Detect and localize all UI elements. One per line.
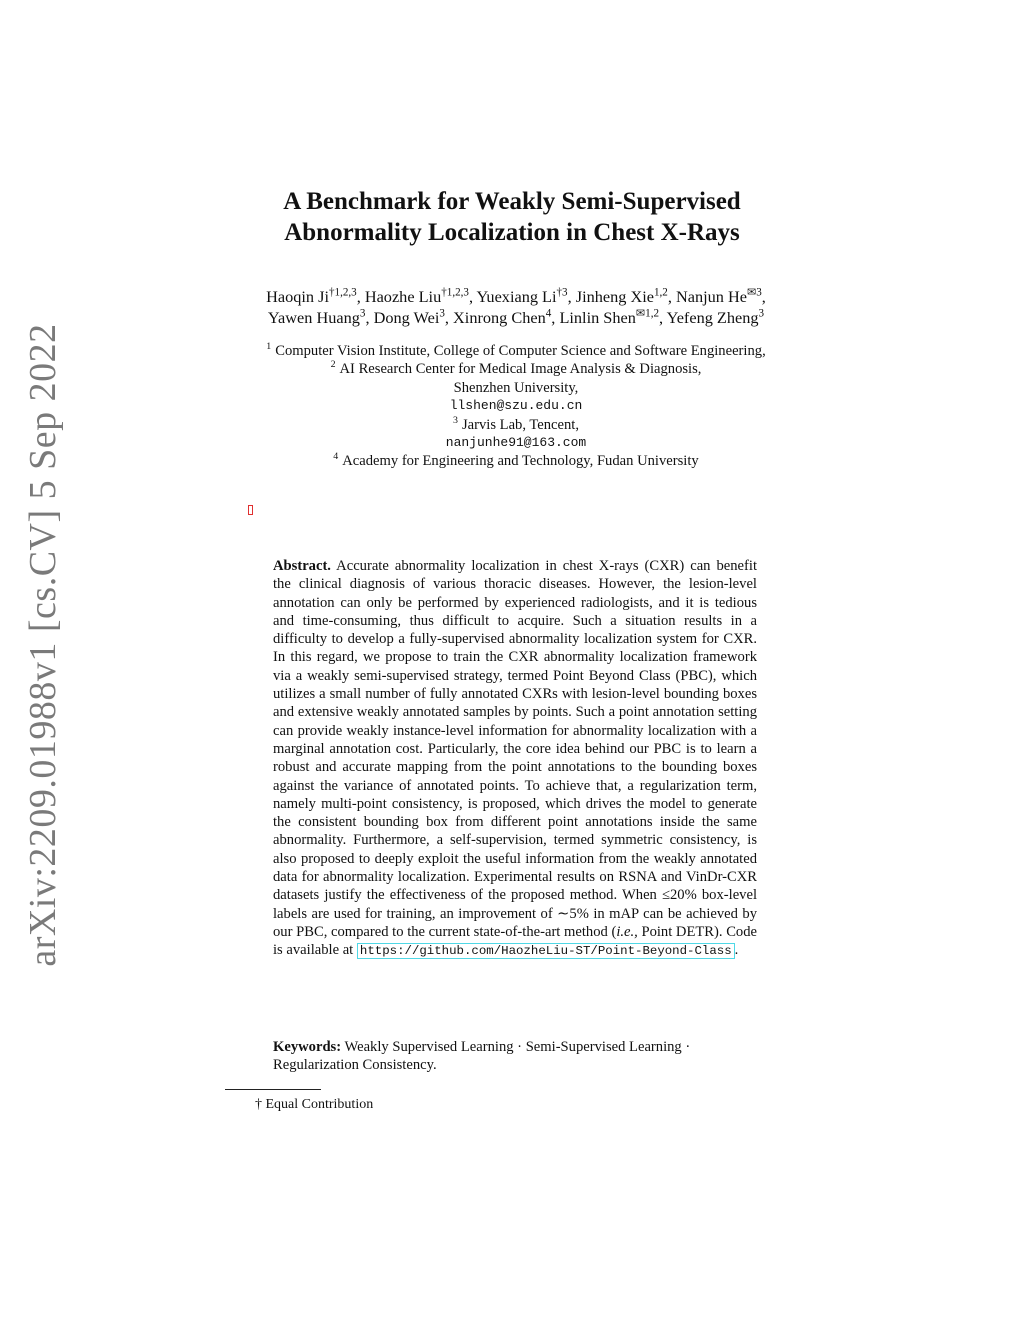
paper-title [0, 186, 1024, 248]
author-name: Haoqin Ji [266, 287, 329, 306]
affiliation-4 [0, 452, 1024, 470]
author-name: Xinrong Chen [453, 308, 546, 327]
affiliation-text: Jarvis Lab, Tencent, [461, 416, 579, 433]
affiliation-3 [0, 416, 1024, 434]
affiliations [0, 342, 1024, 471]
author-line-2: Yawen Huang$^3$, Dong Wei$^3$, Xinrong Chen$^4$, Linlin Shen$^{✉1,2}$, Yefeng Zheng$^3$ [267, 307, 765, 327]
author-affil-sup: ✉3 [746, 286, 762, 299]
author-name: Yawen Huang [267, 308, 360, 327]
footnote: † Equal Contribution [255, 1097, 374, 1112]
author-affil-sup: †1,2,3 [328, 286, 357, 299]
arxiv-side-stamp: arXiv:2209.01988v1 [cs.CV] 5 Sep 2022 [22, 323, 64, 967]
author-name: Yuexiang Li [476, 287, 557, 306]
affiliation-text: Academy for Engineering and Technology, Fudan University [342, 453, 699, 470]
title-line-2: Abnormality Localization in Chest X-Rays [284, 219, 740, 246]
author-affil-sup: 1,2 [653, 286, 668, 299]
affiliation-1 [0, 342, 1024, 360]
affiliation-2 [0, 360, 1024, 378]
author-affil-sup: 3 [758, 307, 765, 320]
keywords-text: Weakly Supervised Learning · Semi-Supervised Learning · Regularization Consistency. [273, 1039, 691, 1074]
abstract [273, 557, 757, 961]
author-affil-sup: †3 [556, 286, 568, 299]
author-affil-sup: ✉1,2 [635, 307, 660, 320]
author-affil-sup: 3 [359, 307, 366, 320]
author-name: Dong Wei [373, 308, 440, 327]
keywords-label: Keywords: [273, 1039, 342, 1055]
keywords [273, 1038, 757, 1075]
author-line-1: Haoqin Ji$^{\dagger 1,2,3}$, Haozhe Liu$^{\dagger 1,2,3}$, Yuexiang Li$^{\dagger 3}$, Jinheng Xie$^{1,2}$, Nanjun $He^{✉3}$, [266, 286, 766, 306]
author-name: Nanjun He [675, 287, 747, 306]
abstract-text-cont: Point DETR). Code is available at [273, 923, 757, 959]
affiliation-number: 2 [330, 359, 336, 371]
author-list [0, 286, 1024, 328]
abstract-label: Abstract. [273, 558, 331, 574]
author-affil-sup: 3 [439, 307, 445, 320]
footnote-rule [225, 1089, 321, 1090]
affiliation-number: 4 [333, 451, 339, 463]
author-name: Jinheng Xie [575, 287, 654, 306]
author-affil-sup: †1,2,3 [441, 286, 469, 299]
email-nanjunhe[interactable]: nanjunhe91@163.com [445, 435, 587, 451]
abstract-text: Accurate abnormality localization in chest X-rays (CXR) can benefit the clinical diagnosis of various thoracic diseases. However, the lesion-level annotation can only be performed by experienced radiologists, and it is tedious and time-consuming, thus difficult to acquire. Such a situation results in a difficulty to develop a fully-supervised abnormality localization system for CXR. In this regard, we propose to train the CXR abnormality localization framework via a weakly semi-supervised strategy, termed Point Beyond Class (PBC), which utilizes a small number of fully annotated CXRs with lesion-level bounding boxes and extensive weakly annotated samples by points. Such a point annotation setting can provide weakly instance-level information for abnormality localization with a marginal annotation cost. Particularly, the core idea behind our PBC is to learn a robust and accurate mapping from the point annotations to the bounding boxes against the variance of annotated points. To achieve that, a regularization term, namely multi-point consistency, is proposed, which drives the model to generate the consistent bounding box from different point annotations inside the same abnormality. Furthermore, a self-supervision, termed symmetric consistency, is also proposed to deeply exploit the useful information from the weakly annotated data for abnormality localization. Experimental results on RSNA and VinDr-CXR datasets justify the effectiveness of the proposed method. When ≤20% box-level labels are used for training, an improvement of ∼5% in mAP can be achieved by our PBC, compared to the current state-of-the-art method ( [273, 558, 758, 940]
affiliation-text: AI Research Center for Medical Image Analysis & Diagnosis, [339, 361, 702, 378]
affiliation-number: 3 [453, 414, 458, 426]
code-link[interactable]: https://github.com/HaozheLiu-ST/Point-Beyond-Class [357, 943, 735, 959]
affiliation-text: Computer Vision Institute, College of Computer Science and Software Engineering, [275, 343, 766, 359]
author-name: Linlin Shen [559, 308, 636, 327]
author-affil-sup: 4 [545, 307, 552, 320]
author-name: Haozhe Liu [364, 287, 442, 306]
author-name: Yefeng Zheng [666, 308, 759, 327]
title-line-1: A Benchmark for Weakly Semi-Supervised [283, 188, 741, 215]
annotation-marker [248, 505, 253, 515]
affiliation-2-cont: Shenzhen University, [453, 379, 579, 396]
email-llshen[interactable]: llshen@szu.edu.cn [449, 398, 583, 414]
affiliation-number: 1 [266, 341, 272, 353]
abstract-end: . [734, 942, 739, 959]
abstract-ie: i.e., [616, 923, 638, 940]
